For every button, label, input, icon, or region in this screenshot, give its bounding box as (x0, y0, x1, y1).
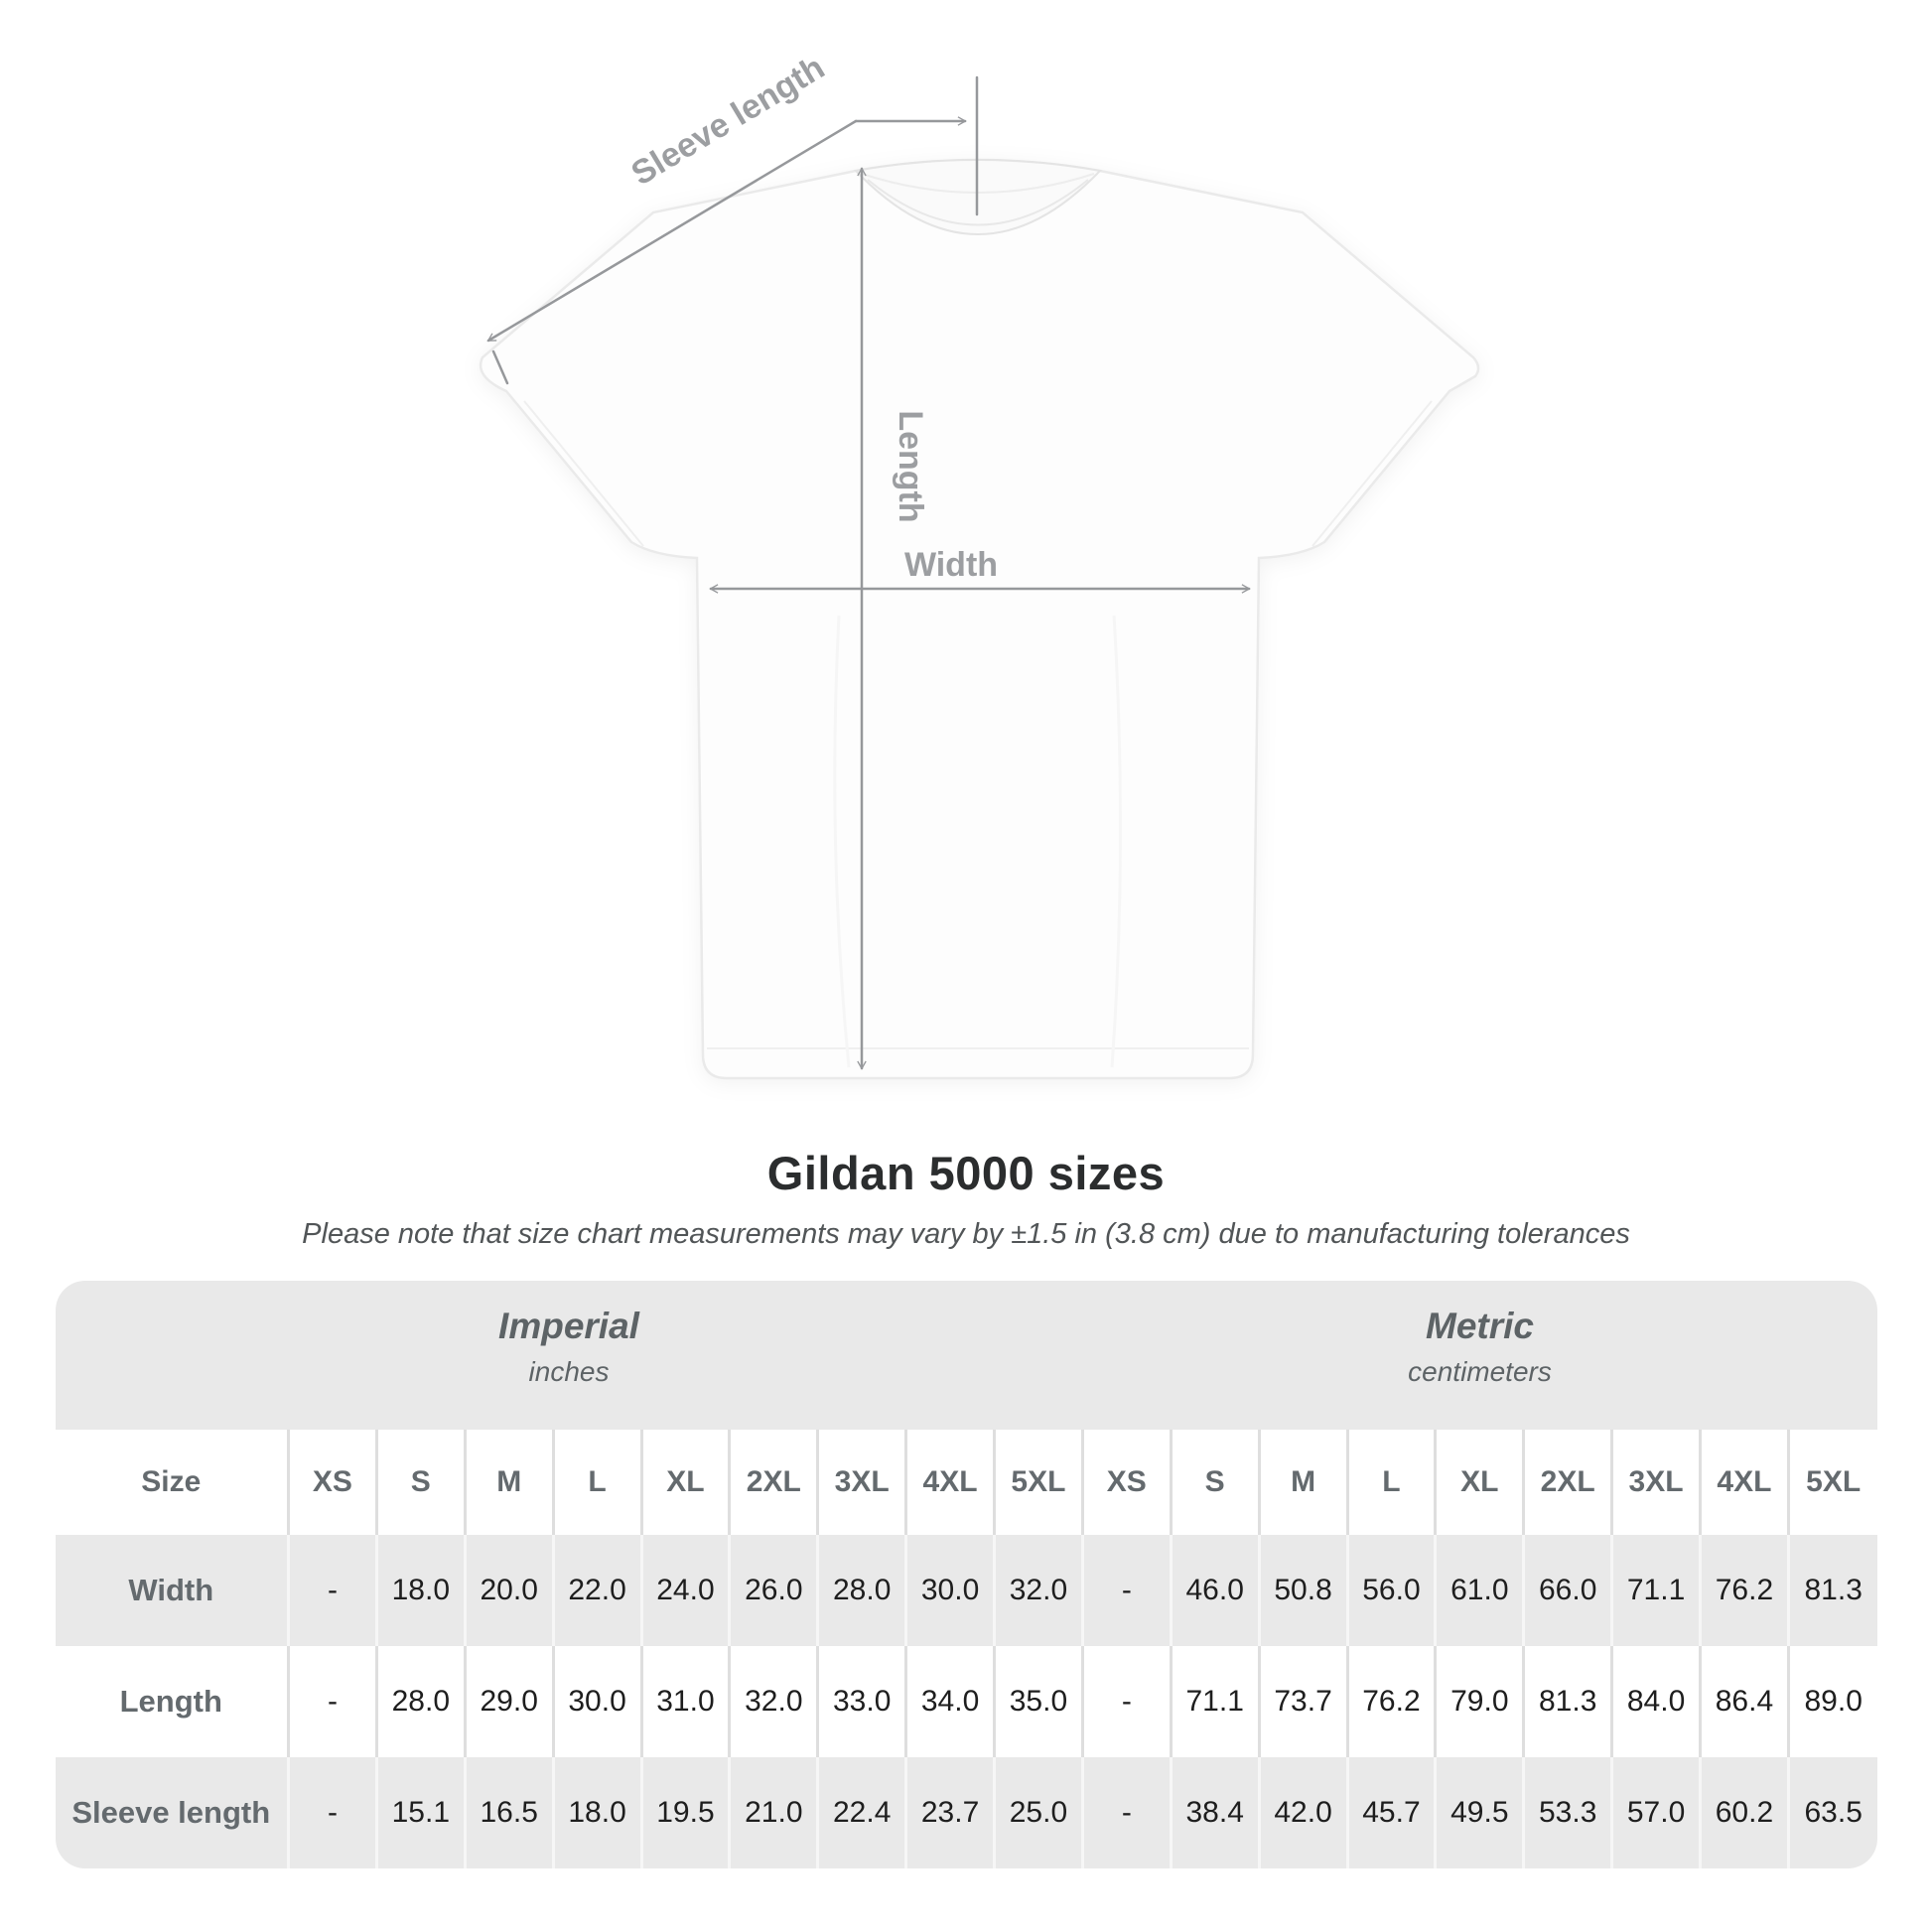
width-value-cell: 46.0 (1171, 1535, 1259, 1646)
length-value-cell: 35.0 (995, 1646, 1083, 1757)
width-value-cell: 71.1 (1612, 1535, 1701, 1646)
size-column-header: S (1171, 1430, 1259, 1535)
size-corner-label: Size (56, 1430, 289, 1535)
width-value-cell: 26.0 (730, 1535, 818, 1646)
length-row-label: Length (56, 1646, 289, 1757)
size-column-header: S (376, 1430, 465, 1535)
unit-header-band (56, 1281, 1877, 1430)
length-value-cell: 76.2 (1347, 1646, 1436, 1757)
size-column-header: 4XL (1701, 1430, 1789, 1535)
size-column-header: 3XL (818, 1430, 906, 1535)
size-header-row (56, 1430, 1877, 1535)
size-column-header: 4XL (906, 1430, 995, 1535)
sleeve-length-value-cell: 23.7 (906, 1757, 995, 1868)
length-row (56, 1646, 1877, 1757)
imperial-label: Imperial (498, 1306, 639, 1346)
width-value-cell: - (1082, 1535, 1171, 1646)
sleeve-length-label: Sleeve length (624, 48, 832, 194)
length-value-cell: - (289, 1646, 377, 1757)
size-column-header: 2XL (1524, 1430, 1612, 1535)
imperial-unit-group (56, 1281, 1083, 1430)
width-value-cell: - (289, 1535, 377, 1646)
length-value-cell: 30.0 (553, 1646, 641, 1757)
width-row-label: Width (56, 1535, 289, 1646)
size-column-header: 3XL (1612, 1430, 1701, 1535)
width-row (56, 1535, 1877, 1646)
sleeve-length-value-cell: 15.1 (376, 1757, 465, 1868)
sleeve-length-value-cell: 42.0 (1259, 1757, 1347, 1868)
measurements-table (56, 1430, 1877, 1868)
length-value-cell: 84.0 (1612, 1646, 1701, 1757)
length-value-cell: 71.1 (1171, 1646, 1259, 1757)
length-value-cell: 31.0 (641, 1646, 730, 1757)
size-column-header: XS (1082, 1430, 1171, 1535)
length-value-cell: 81.3 (1524, 1646, 1612, 1757)
sleeve-length-value-cell: - (1082, 1757, 1171, 1868)
sleeve-length-value-cell: 49.5 (1436, 1757, 1524, 1868)
chart-heading (0, 1146, 1932, 1251)
length-value-cell: 33.0 (818, 1646, 906, 1757)
width-value-cell: 61.0 (1436, 1535, 1524, 1646)
size-column-header: M (465, 1430, 553, 1535)
sleeve-length-value-cell: 25.0 (995, 1757, 1083, 1868)
width-value-cell: 76.2 (1701, 1535, 1789, 1646)
sleeve-length-value-cell: 63.5 (1788, 1757, 1876, 1868)
size-column-header: XS (289, 1430, 377, 1535)
sleeve-length-value-cell: 18.0 (553, 1757, 641, 1868)
width-label: Width (903, 546, 999, 584)
sleeve-length-row (56, 1757, 1877, 1868)
length-value-cell: 79.0 (1436, 1646, 1524, 1757)
length-value-cell: 73.7 (1259, 1646, 1347, 1757)
size-column-header: M (1259, 1430, 1347, 1535)
width-value-cell: 81.3 (1788, 1535, 1876, 1646)
sleeve-length-value-cell: 45.7 (1347, 1757, 1436, 1868)
length-value-cell: 86.4 (1701, 1646, 1789, 1757)
width-value-cell: 20.0 (465, 1535, 553, 1646)
width-value-cell: 30.0 (906, 1535, 995, 1646)
width-value-cell: 22.0 (553, 1535, 641, 1646)
sleeve-length-value-cell: - (289, 1757, 377, 1868)
size-chart-table (56, 1281, 1877, 1868)
length-value-cell: 29.0 (465, 1646, 553, 1757)
size-column-header: XL (641, 1430, 730, 1535)
sleeve-length-value-cell: 57.0 (1612, 1757, 1701, 1868)
width-value-cell: 24.0 (641, 1535, 730, 1646)
length-value-cell: 34.0 (906, 1646, 995, 1757)
sleeve-length-value-cell: 16.5 (465, 1757, 553, 1868)
width-value-cell: 66.0 (1524, 1535, 1612, 1646)
metric-unit-group (1083, 1281, 1877, 1430)
length-label: Length (892, 410, 929, 523)
length-value-cell: 89.0 (1788, 1646, 1876, 1757)
size-column-header: L (1347, 1430, 1436, 1535)
length-value-cell: - (1082, 1646, 1171, 1757)
sleeve-length-row-label: Sleeve length (56, 1757, 289, 1868)
width-value-cell: 50.8 (1259, 1535, 1347, 1646)
width-value-cell: 56.0 (1347, 1535, 1436, 1646)
length-value-cell: 28.0 (376, 1646, 465, 1757)
sleeve-length-value-cell: 19.5 (641, 1757, 730, 1868)
page-title: Gildan 5000 sizes (766, 1147, 1166, 1199)
size-column-header: 5XL (995, 1430, 1083, 1535)
sleeve-length-value-cell: 38.4 (1171, 1757, 1259, 1868)
length-value-cell: 32.0 (730, 1646, 818, 1757)
tolerance-note: Please note that size chart measurements may vary by ±1.5 in (3.8 cm) due to manufacturing tolerances (302, 1218, 1630, 1250)
width-value-cell: 28.0 (818, 1535, 906, 1646)
size-column-header: XL (1436, 1430, 1524, 1535)
width-value-cell: 32.0 (995, 1535, 1083, 1646)
size-column-header: 2XL (730, 1430, 818, 1535)
sleeve-length-value-cell: 21.0 (730, 1757, 818, 1868)
metric-sublabel: centimeters (1408, 1356, 1552, 1387)
size-column-header: L (553, 1430, 641, 1535)
metric-label: Metric (1426, 1306, 1534, 1346)
tshirt-illustration (481, 160, 1478, 1078)
size-column-header: 5XL (1788, 1430, 1876, 1535)
sleeve-length-value-cell: 22.4 (818, 1757, 906, 1868)
width-value-cell: 18.0 (376, 1535, 465, 1646)
imperial-sublabel: inches (528, 1356, 610, 1387)
sleeve-length-value-cell: 53.3 (1524, 1757, 1612, 1868)
sleeve-length-value-cell: 60.2 (1701, 1757, 1789, 1868)
